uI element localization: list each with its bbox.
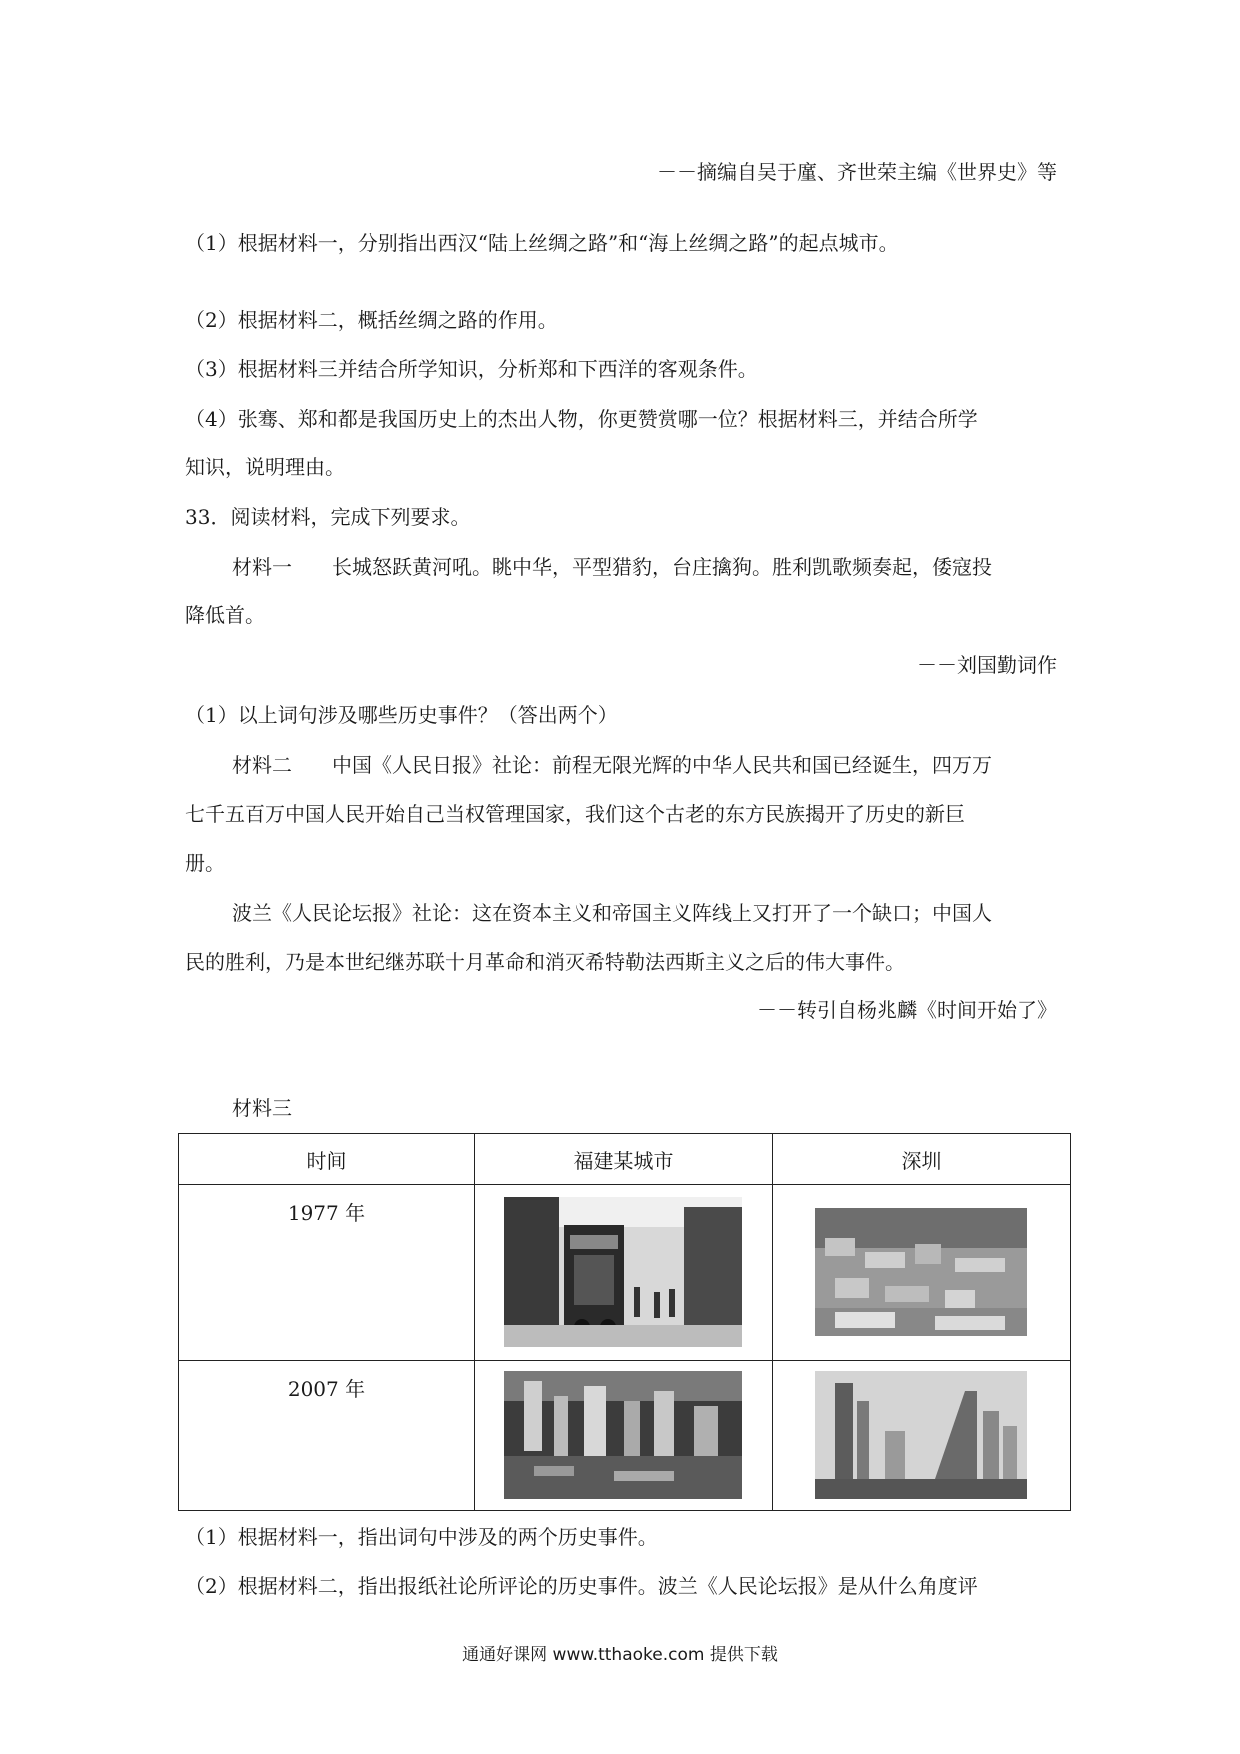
shenzhen-2007-photo — [772, 1360, 1070, 1510]
q32-sub1: （1）根据材料一，分别指出西汉“陆上丝绸之路”和“海上丝绸之路”的起点城市。 — [185, 231, 899, 255]
fujian-2007-photo — [474, 1360, 772, 1510]
q32-sub4-line2: 知识，说明理由。 — [185, 455, 345, 479]
material2b-line1: 波兰《人民论坛报》社论：这在资本主义和帝国主义阵线上又打开了一个缺口；中国人 — [232, 901, 992, 925]
q32-sub2: （2）根据材料二，概括丝绸之路的作用。 — [185, 308, 558, 332]
material1-line2: 降低首。 — [185, 603, 265, 627]
material3-label: 材料三 — [232, 1096, 292, 1120]
material2-line2: 七千五百万中国人民开始自己当权管理国家，我们这个古老的东方民族揭开了历史的新巨 — [185, 802, 965, 826]
page-footer: 通通好课网 www.tthaoke.com 提供下载 — [462, 1645, 778, 1665]
material2-line3: 册。 — [185, 851, 225, 875]
fujian-1977-photo — [474, 1185, 772, 1361]
material3-table — [178, 1133, 1071, 1511]
inline-question: （1）以上词句涉及哪些历史事件？（答出两个） — [185, 703, 618, 727]
material2b-line2: 民的胜利，乃是本世纪继苏联十月革命和消灭希特勒法西斯主义之后的伟大事件。 — [185, 950, 905, 974]
q32-sub3: （3）根据材料三并结合所学知识，分析郑和下西洋的客观条件。 — [185, 357, 758, 381]
header-fujian-city: 福建某城市 — [474, 1134, 772, 1185]
citation-liu: －－刘国勤词作 — [917, 653, 1057, 677]
material1-line1: 材料一 长城怒跃黄河吼。眺中华，平型猎豹，台庄擒狗。胜利凯歌频奏起，倭寇投 — [232, 555, 992, 579]
q32-sub4-line1: （4）张骞、郑和都是我国历史上的杰出人物，你更赞赏哪一位？根据材料三，并结合所学 — [185, 407, 978, 431]
q33-sub2: （2）根据材料二，指出报纸社论所评论的历史事件。波兰《人民论坛报》是从什么角度评 — [185, 1574, 978, 1598]
q33-sub1: （1）根据材料一，指出词句中涉及的两个历史事件。 — [185, 1525, 658, 1549]
row-2007-time: 2007 年 — [179, 1360, 475, 1510]
q33-heading: 33．阅读材料，完成下列要求。 — [185, 505, 471, 529]
material3-table-wrap — [178, 1133, 1071, 1511]
header-shenzhen: 深圳 — [772, 1134, 1070, 1185]
shenzhen-1977-photo — [772, 1185, 1070, 1361]
row-1977-time: 1977 年 — [179, 1185, 475, 1361]
citation-world-history: －－摘编自吴于廑、齐世荣主编《世界史》等 — [657, 160, 1057, 184]
header-time: 时间 — [179, 1134, 475, 1185]
material2-line1: 材料二 中国《人民日报》社论：前程无限光辉的中华人民共和国已经诞生，四万万 — [232, 753, 992, 777]
citation-yang: －－转引自杨兆麟《时间开始了》 — [757, 998, 1057, 1022]
